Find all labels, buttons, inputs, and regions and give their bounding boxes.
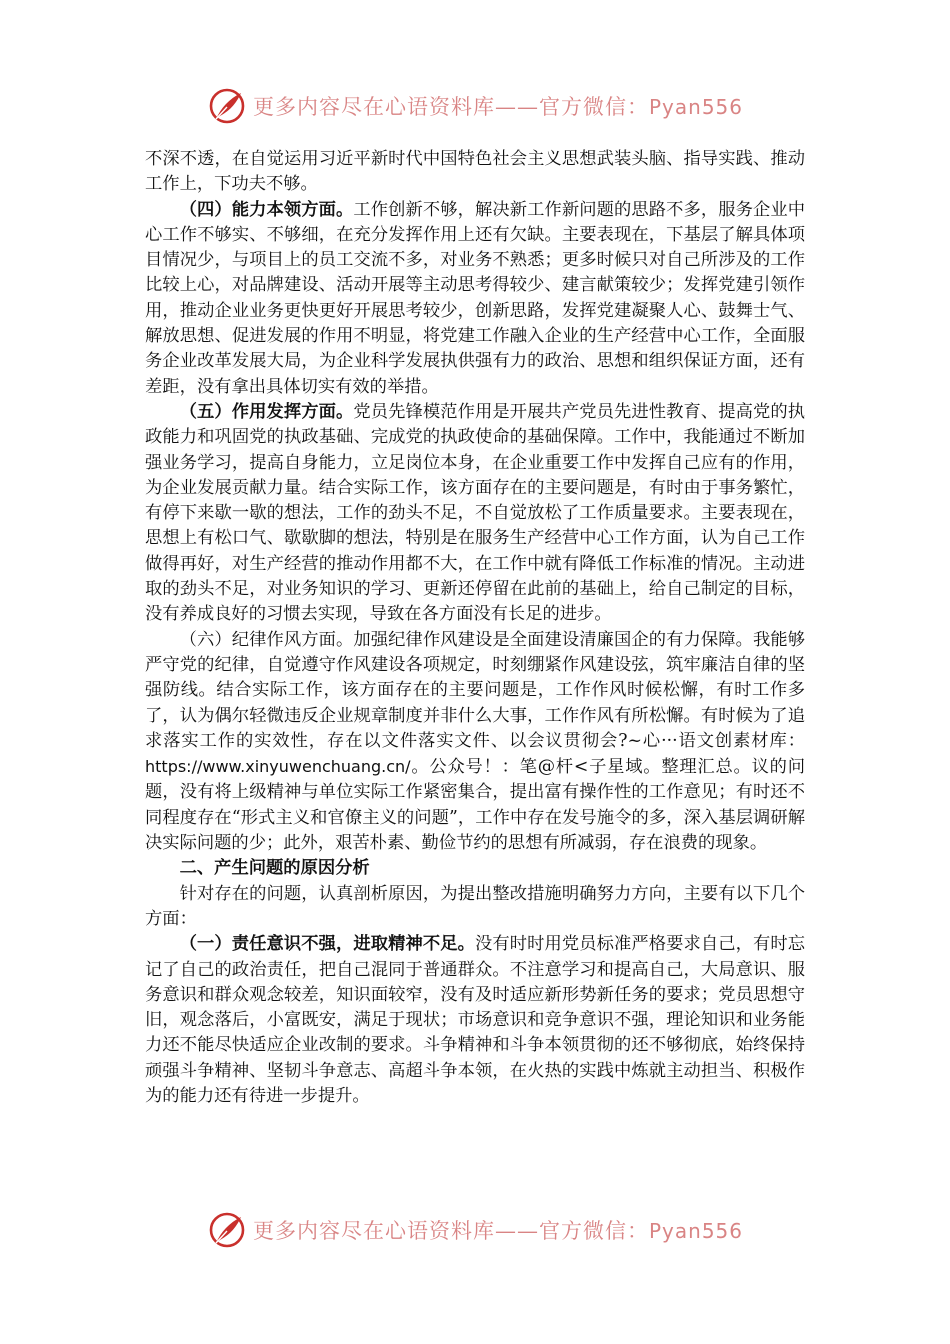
footer-banner-text: 更多内容尽在心语资料库——官方微信：Pyan556 (252, 1219, 743, 1243)
section-heading: （一）责任意识不强，进取精神不足。 (179, 934, 475, 955)
paragraph-ability: （四）能力本领方面。工作创新不够，解决新工作新问题的思路不多，服务企业中心工作不够实、不够细，在充分发挥作用上还有欠缺。主要表现在，下基层了解具体项目情况少，与项目上的员工交流不多，对业务不熟悉；更多时候只对自己所涉及的工作比较上心，对品牌建设、活动开展等主动思考得较少、建言献策较少；发挥党建引领作用，推动企业业务更快更好开展思考较少，创新思路，发挥党建凝聚人心、鼓舞士气、解放思想、促进发展的作用不明显，将党建工作融入企业的生产经营中心工作，全面服务企业改革发展大局，为企业科学发展执供强有力的政治、思想和组织保证方面，还有差距，没有拿出具体切实有效的举措。 (145, 199, 805, 397)
section-heading: （四）能力本领方面。 (179, 199, 354, 220)
paragraph-discipline: （六）纪律作风方面。加强纪律作风建设是全面建设清廉国企的有力保障。我能够严守党的纪律，自觉遵守作风建设各项规定，时刻绷紧作风建设弦，筑牢廉洁自律的坚强防线。结合实际工作，该方面存在的主要问题是，工作作风时候松懈，有时工作多了，认为偶尔轻微违反企业规章制度并非什么大事，工作作风有所松懈。有时候为了追求落实工作的实效性，存在以文件落实文件、以会议贯彻会?~心···语文创素材库：https://www.xinyuwenchuang.cn/。公众号！：笔@杆<子星域。整理汇总。议的问题，没有将上级精神与单位实际工作紧密集合，提出富有操作性的工作意见；有时还不同程度存在“形式主义和官僚主义的问题”，工作中存在发号施令的多，深入基层调研解决实际问题的少；此外，艰苦朴素、勤俭节约的思想有所减弱，存在浪费的现象。 (145, 629, 805, 854)
paragraph-intro: 针对存在的问题，认真剖析原因，为提出整改措施明确努力方向，主要有以下几个方面： (145, 883, 805, 929)
paragraph-responsibility: （一）责任意识不强，进取精神不足。没有时时用党员标准严格要求自己，有时忘记了自己的政治责任，把自己混同于普通群众。不注意学习和提高自己，大局意识、服务意识和群众观念较差，知识面较窄，没有及时适应新形势新任务的要求；党员思想守旧，观念落后，小富既安，满足于现状；市场意识和竞争意识不强，理论知识和业务能力还不能尽快适应企业改制的要求。斗争精神和斗争本领贯彻的还不够彻底，始终保持顽强斗争精神、坚韧斗争意志、高超斗争本领，在火热的实践中炼就主动担当、积极作为的能力还有待进一步提升。 (145, 934, 805, 1106)
quill-logo-icon (207, 86, 247, 126)
header-banner-text: 更多内容尽在心语资料库——官方微信：Pyan556 (252, 95, 743, 119)
header-banner (0, 82, 950, 130)
source-url: https://www.xinyuwenchuang.cn/ (145, 757, 411, 777)
footer-banner (0, 1206, 950, 1254)
paragraph-role: （五）作用发挥方面。党员先锋模范作用是开展共产党员先进性教育、提高党的执政能力和巩固党的执政基础、完成党的执政使命的基础保障。工作中，我能通过不断加强业务学习，提高自身能力，立足岗位本身，在企业重要工作中发挥自己应有的作用，为企业发展贡献力量。结合实际工作，该方面存在的主要问题是，有时由于事务繁忙，有停下来歇一歇的想法，工作的劲头不足，不自觉放松了工作质量要求。主要表现在，思想上有松口气、歇歇脚的想法，特别是在服务生产经营中心工作方面，认为自己工作做得再好，对生产经营的推动作用都不大，在工作中就有降低工作标准的情况。主动进取的劲头不足，对业务知识的学习、更新还停留在此前的基础上，给自己制定的目标，没有养成良好的习惯去实现，导致在各方面没有长足的进步。 (145, 401, 805, 625)
document-body (145, 147, 805, 1109)
section-title: 二、产生问题的原因分析 (179, 858, 370, 879)
paragraph-continued: 不深不透，在自觉运用习近平新时代中国特色社会主义思想武装头脑、指导实践、推动工作上，下功夫不够。 (145, 149, 805, 195)
section-heading: （五）作用发挥方面。 (179, 401, 354, 422)
quill-logo-icon (207, 1210, 247, 1250)
